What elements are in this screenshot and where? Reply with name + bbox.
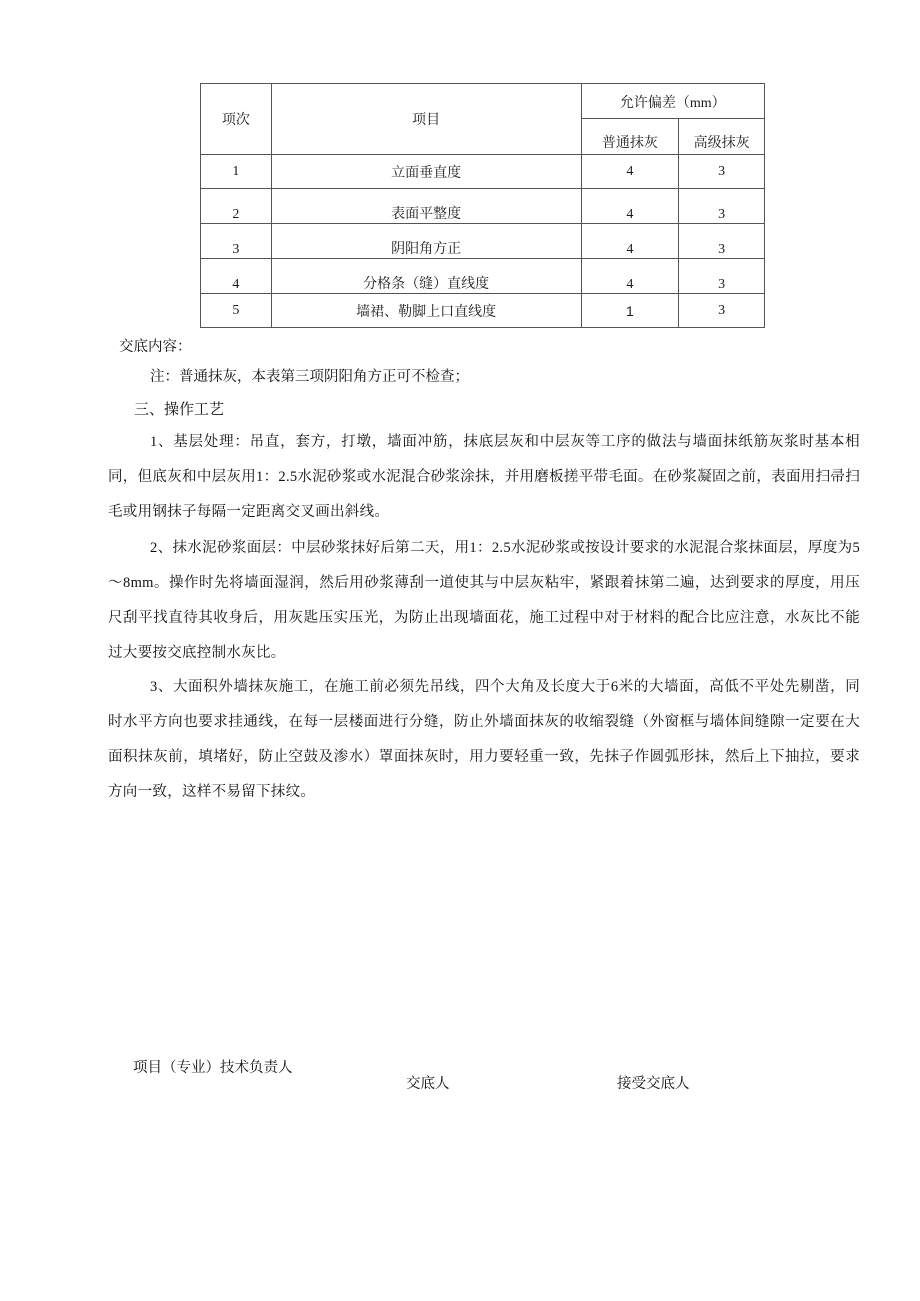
header-advanced: 高级抹灰 <box>679 119 765 155</box>
cell-item: 墙裙、勒脚上口直线度 <box>271 294 581 328</box>
table-row <box>201 224 765 259</box>
cell-normal: 4 <box>581 189 679 224</box>
cell-item: 立面垂直度 <box>271 155 581 189</box>
header-tolerance-group: 允许偏差（mm） <box>581 84 764 119</box>
paragraph-cement-surface: 2、抹水泥砂浆面层：中层砂浆抹好后第二天，用1：2.5水泥砂浆或按设计要求的水泥混合浆抹面层，厚度为5～8mm。操作时先将墙面湿润，然后用砂浆薄刮一道使其与中层灰粘牢，紧跟着抹第二遍，达到要求的厚度，用压尺刮平找直待其收身后，用灰匙压实压光，为防止出现墙面花，施工过程中对于材料的配合比应注意，水灰比不能过大要按交底控制水灰比。 <box>108 540 860 661</box>
signature-discloser-label: 交底人 <box>406 1076 450 1092</box>
cell-advanced: 3 <box>679 189 765 224</box>
cell-index: 5 <box>201 294 272 328</box>
table-header-row <box>201 84 765 119</box>
table-row <box>201 294 765 328</box>
cell-normal: 1 <box>581 294 679 328</box>
cell-item: 表面平整度 <box>271 189 581 224</box>
tolerance-table <box>200 83 765 328</box>
disclosure-content-label: 交底内容： <box>119 339 192 355</box>
cell-item: 阴阳角方正 <box>271 224 581 259</box>
cell-index: 4 <box>201 259 272 294</box>
cell-advanced: 3 <box>679 294 765 328</box>
cell-advanced: 3 <box>679 259 765 294</box>
table-note: 注：普通抹灰，本表第三项阴阳角方正可不检查； <box>150 369 469 385</box>
cell-normal: 4 <box>581 224 679 259</box>
cell-advanced: 3 <box>679 224 765 259</box>
header-normal: 普通抹灰 <box>581 119 679 155</box>
table-row <box>201 259 765 294</box>
signature-tech-lead-label: 项目（专业）技术负责人 <box>133 1060 293 1076</box>
cell-advanced: 3 <box>679 155 765 189</box>
signature-receiver-label: 接受交底人 <box>617 1076 690 1092</box>
paragraph-base-treatment: 1、基层处理：吊直，套方，打墩，墙面冲筋，抹底层灰和中层灰等工序的做法与墙面抹纸筋灰浆时基本相同，但底灰和中层灰用1：2.5水泥砂浆或水泥混合砂浆涂抹，并用磨板搓平带毛面。在砂浆凝固之前，表面用扫帚扫毛或用钢抹子每隔一定距离交叉画出斜线。 <box>108 434 860 520</box>
cell-index: 2 <box>201 189 272 224</box>
header-index: 项次 <box>201 84 272 155</box>
section-title: 三、操作工艺 <box>134 401 225 418</box>
header-item: 项目 <box>271 84 581 155</box>
cell-index: 1 <box>201 155 272 189</box>
cell-normal: 4 <box>581 259 679 294</box>
table-row <box>201 189 765 224</box>
cell-item: 分格条（缝）直线度 <box>271 259 581 294</box>
paragraph-exterior-wall: 3、大面积外墙抹灰施工，在施工前必须先吊线，四个大角及长度大于6米的大墙面，高低不平处先剔凿，同时水平方向也要求挂通线，在每一层楼面进行分缝，防止外墙面抹灰的收缩裂缝（外窗框与墙体间缝隙一定要在大面积抹灰前，填堵好，防止空鼓及渗水）罩面抹灰时，用力要轻重一致，先抹子作圆弧形抹，然后上下抽拉，要求方向一致，这样不易留下抹纹。 <box>108 679 860 800</box>
cell-index: 3 <box>201 224 272 259</box>
cell-normal: 4 <box>581 155 679 189</box>
table-row <box>201 155 765 189</box>
